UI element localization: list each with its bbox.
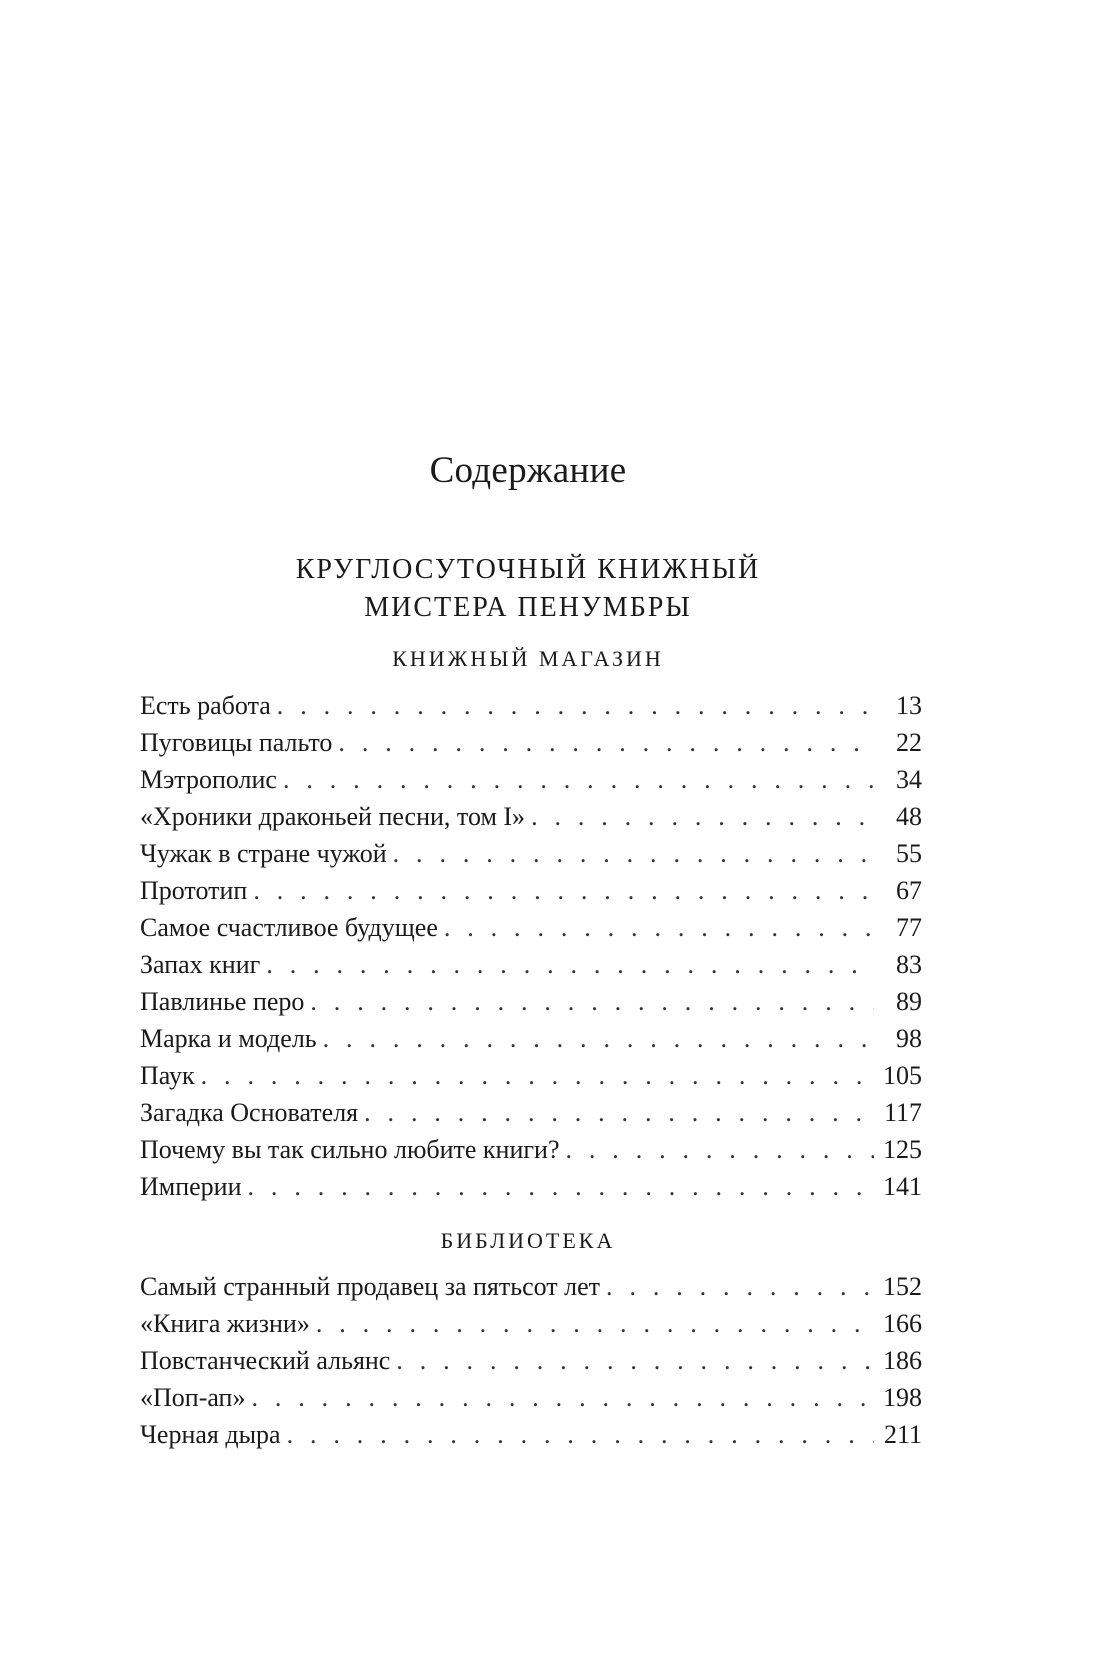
toc-entry-title: Чужак в стране чужой	[140, 839, 387, 868]
dot-leader	[393, 835, 874, 872]
toc-entry[interactable]	[140, 909, 922, 946]
dot-leader	[253, 872, 874, 909]
toc-entry-title: Прототип	[140, 876, 248, 905]
dot-leader	[323, 1020, 874, 1057]
toc-entry[interactable]	[140, 1305, 922, 1342]
toc-list-library	[140, 1268, 922, 1453]
toc-entry[interactable]	[140, 1020, 922, 1057]
toc-entry[interactable]	[140, 872, 922, 909]
toc-entry-page: 198	[883, 1383, 922, 1412]
page-title: Содержание	[429, 450, 627, 491]
toc-entry-page: 55	[896, 839, 922, 868]
toc-entry-title: Загадка Основателя	[140, 1098, 359, 1127]
dot-leader	[531, 798, 874, 835]
toc-entry-title: Мэтрополис	[140, 765, 277, 794]
toc-entry-title: Империи	[140, 1172, 242, 1201]
toc-entry[interactable]	[140, 1342, 922, 1379]
toc-entry-title: Есть работа	[140, 691, 271, 720]
toc-entry[interactable]	[140, 946, 922, 983]
dot-leader	[201, 1057, 874, 1094]
toc-entry[interactable]	[140, 761, 922, 798]
toc-entry-page: 186	[883, 1346, 922, 1375]
toc-entry-title: Самое счастливое будущее	[140, 913, 438, 942]
toc-entry-title: Паук	[140, 1061, 195, 1090]
toc-entry-title: «Поп-ап»	[140, 1383, 246, 1412]
toc-entry-title: Марка и модель	[140, 1024, 317, 1053]
dot-leader	[248, 1168, 874, 1205]
toc-entry[interactable]	[140, 983, 922, 1020]
toc-entry[interactable]	[140, 1268, 922, 1305]
toc-entry-page: 125	[883, 1135, 922, 1164]
toc-entry-page: 34	[896, 765, 922, 794]
book-title	[0, 551, 1056, 627]
dot-leader	[283, 761, 874, 798]
dot-leader	[310, 983, 874, 1020]
toc-entry-page: 77	[896, 913, 922, 942]
section-heading-library: БИБЛИОТЕКА	[440, 1228, 616, 1253]
dot-leader	[364, 1094, 874, 1131]
dot-leader	[277, 687, 874, 724]
toc-entry-page: 117	[883, 1098, 922, 1127]
toc-entry-page: 48	[896, 802, 922, 831]
toc-entry-title: Запах книг	[140, 950, 261, 979]
toc-entry[interactable]	[140, 687, 922, 724]
book-title-line-1: КРУГЛОСУТОЧНЫЙ КНИЖНЫЙ	[295, 554, 761, 585]
section-heading-bookstore: КНИЖНЫЙ МАГАЗИН	[392, 646, 664, 671]
toc-entry-page: 22	[896, 728, 922, 757]
toc-entry-title: Черная дыра	[140, 1420, 281, 1449]
dot-leader	[444, 909, 874, 946]
dot-leader	[606, 1268, 874, 1305]
toc-entry-title: Самый странный продавец за пятьсот лет	[140, 1272, 601, 1301]
toc-entry[interactable]	[140, 798, 922, 835]
toc-entry-page: 83	[896, 950, 922, 979]
toc-entry-title: «Хроники драконьей песни, том I»	[140, 802, 526, 831]
toc-entry[interactable]	[140, 1168, 922, 1205]
dot-leader	[266, 946, 874, 983]
toc-entry-title: «Книга жизни»	[140, 1309, 310, 1338]
toc-entry-page: 98	[896, 1024, 922, 1053]
toc-entry-page: 67	[896, 876, 922, 905]
toc-entry[interactable]	[140, 1131, 922, 1168]
dot-leader	[566, 1131, 875, 1168]
dot-leader	[338, 724, 874, 761]
dot-leader	[396, 1342, 874, 1379]
toc-entry-page: 152	[883, 1272, 922, 1301]
toc-entry-title: Павлинье перо	[140, 987, 305, 1016]
toc-entry[interactable]	[140, 1416, 922, 1453]
toc-entry-page: 141	[883, 1172, 922, 1201]
dot-leader	[287, 1416, 874, 1453]
toc-entry-title: Пуговицы пальто	[140, 728, 333, 757]
dot-leader	[316, 1305, 874, 1342]
toc-entry[interactable]	[140, 1379, 922, 1416]
toc-entry-title: Почему вы так сильно любите книги?	[140, 1135, 560, 1164]
toc-entry-page: 13	[896, 691, 922, 720]
toc-entry-page: 89	[896, 987, 922, 1016]
toc-entry[interactable]	[140, 1057, 922, 1094]
toc-entry-page: 211	[883, 1420, 922, 1449]
toc-entry-page: 166	[883, 1309, 922, 1338]
toc-entry[interactable]	[140, 835, 922, 872]
book-title-line-2: МИСТЕРА ПЕНУМБРЫ	[364, 592, 692, 623]
toc-list-bookstore	[140, 687, 922, 1205]
toc-entry-title: Повстанческий альянс	[140, 1346, 391, 1375]
dot-leader	[251, 1379, 874, 1416]
toc-entry[interactable]	[140, 724, 922, 761]
toc-entry-page: 105	[883, 1061, 922, 1090]
toc-entry[interactable]	[140, 1094, 922, 1131]
